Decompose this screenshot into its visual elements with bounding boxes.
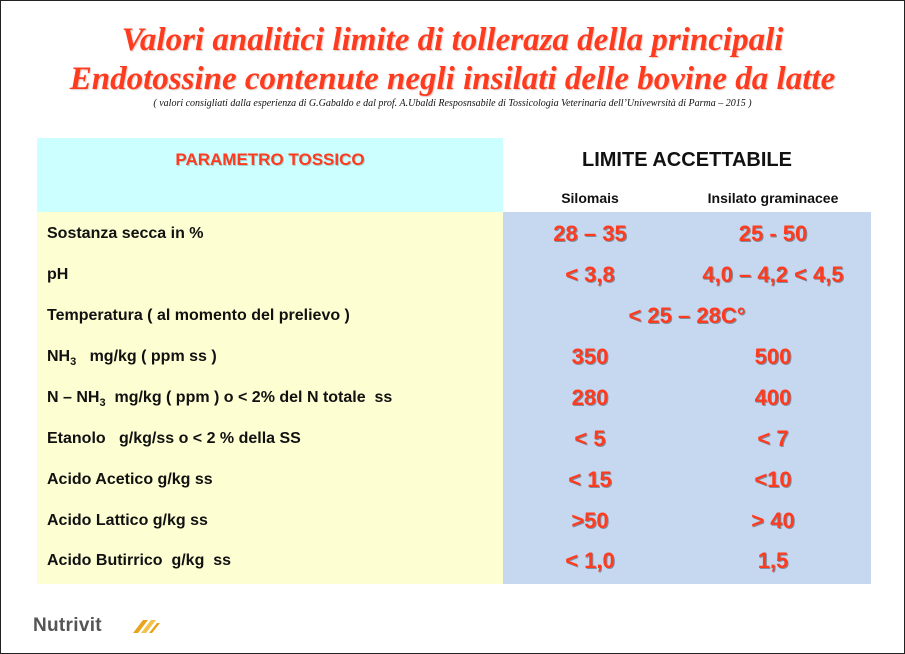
- subheader-silomais: Silomais: [561, 190, 619, 206]
- value-silomais: < 1,0: [565, 548, 615, 573]
- parameter-label: Temperatura ( al momento del prelievo ): [47, 307, 350, 324]
- value-silomais: < 5: [574, 426, 606, 451]
- parameter-label: Sostanza secca in %: [47, 225, 204, 242]
- nutrivit-logo-text: Nutrivit: [33, 615, 102, 636]
- value-silomais: < 3,8: [565, 262, 615, 287]
- value-insilato: 25 - 50: [738, 221, 808, 246]
- subheader-insilato: Insilato graminacee: [707, 190, 839, 206]
- table-row: [37, 298, 871, 339]
- value-insilato: 400: [754, 385, 792, 410]
- value-silomais: >50: [571, 508, 609, 533]
- value-insilato: 4,0 – 4,2 < 4,5: [702, 262, 844, 287]
- value-insilato: <10: [754, 467, 792, 492]
- header-limit: LIMITE ACCETTABILE: [582, 149, 792, 171]
- table-row: [37, 216, 871, 257]
- nutrivit-logo-icon: [131, 618, 161, 634]
- value-silomais: 280: [571, 385, 609, 410]
- table-row: [37, 462, 871, 503]
- subtitle: ( valori consigliati dalla esperienza di G.Gabaldo e dal prof. A.Ubaldi Resposnsabile di Tossicologia Veterinaria dell’Univewrsità di Parma – 2015 ): [153, 98, 752, 109]
- parameter-label: Acido Lattico g/kg ss: [47, 512, 208, 529]
- title-line-1: Valori analitici limite di tolleraza della principali: [121, 22, 784, 58]
- parameter-label: Acido Acetico g/kg ss: [47, 471, 213, 488]
- table-row: [37, 421, 871, 462]
- parameter-label: Acido Butirrico g/kg ss: [47, 552, 232, 569]
- table-row: [37, 257, 871, 298]
- table-row: [37, 543, 871, 584]
- parameter-label: N – $NH_3$ mg/kg ( ppm ) o < 2% del N totale ss: [47, 389, 393, 410]
- value-silomais: < 15: [568, 467, 612, 492]
- table-row: [37, 339, 871, 380]
- parameter-label: pH: [47, 266, 69, 283]
- value-silomais: 350: [571, 344, 609, 369]
- value-insilato: > 40: [751, 508, 795, 533]
- parameter-label: $NH_3$ mg/kg ( ppm ss ): [47, 348, 217, 369]
- title-line-2: Endotossine contenute negli insilati delle bovine da latte: [69, 61, 836, 97]
- tolerance-table: [37, 138, 871, 584]
- value-both: < 25 – 28C°: [628, 303, 746, 328]
- value-insilato: 1,5: [757, 548, 789, 573]
- value-silomais: 28 – 35: [553, 221, 627, 246]
- value-insilato: < 7: [757, 426, 789, 451]
- table-row: [37, 380, 871, 421]
- table-row: [37, 503, 871, 544]
- value-insilato: 500: [754, 344, 792, 369]
- header-parameter: PARAMETRO TOSSICO: [175, 150, 365, 169]
- parameter-label: Etanolo g/kg/ss o < 2 % della SS: [47, 430, 301, 447]
